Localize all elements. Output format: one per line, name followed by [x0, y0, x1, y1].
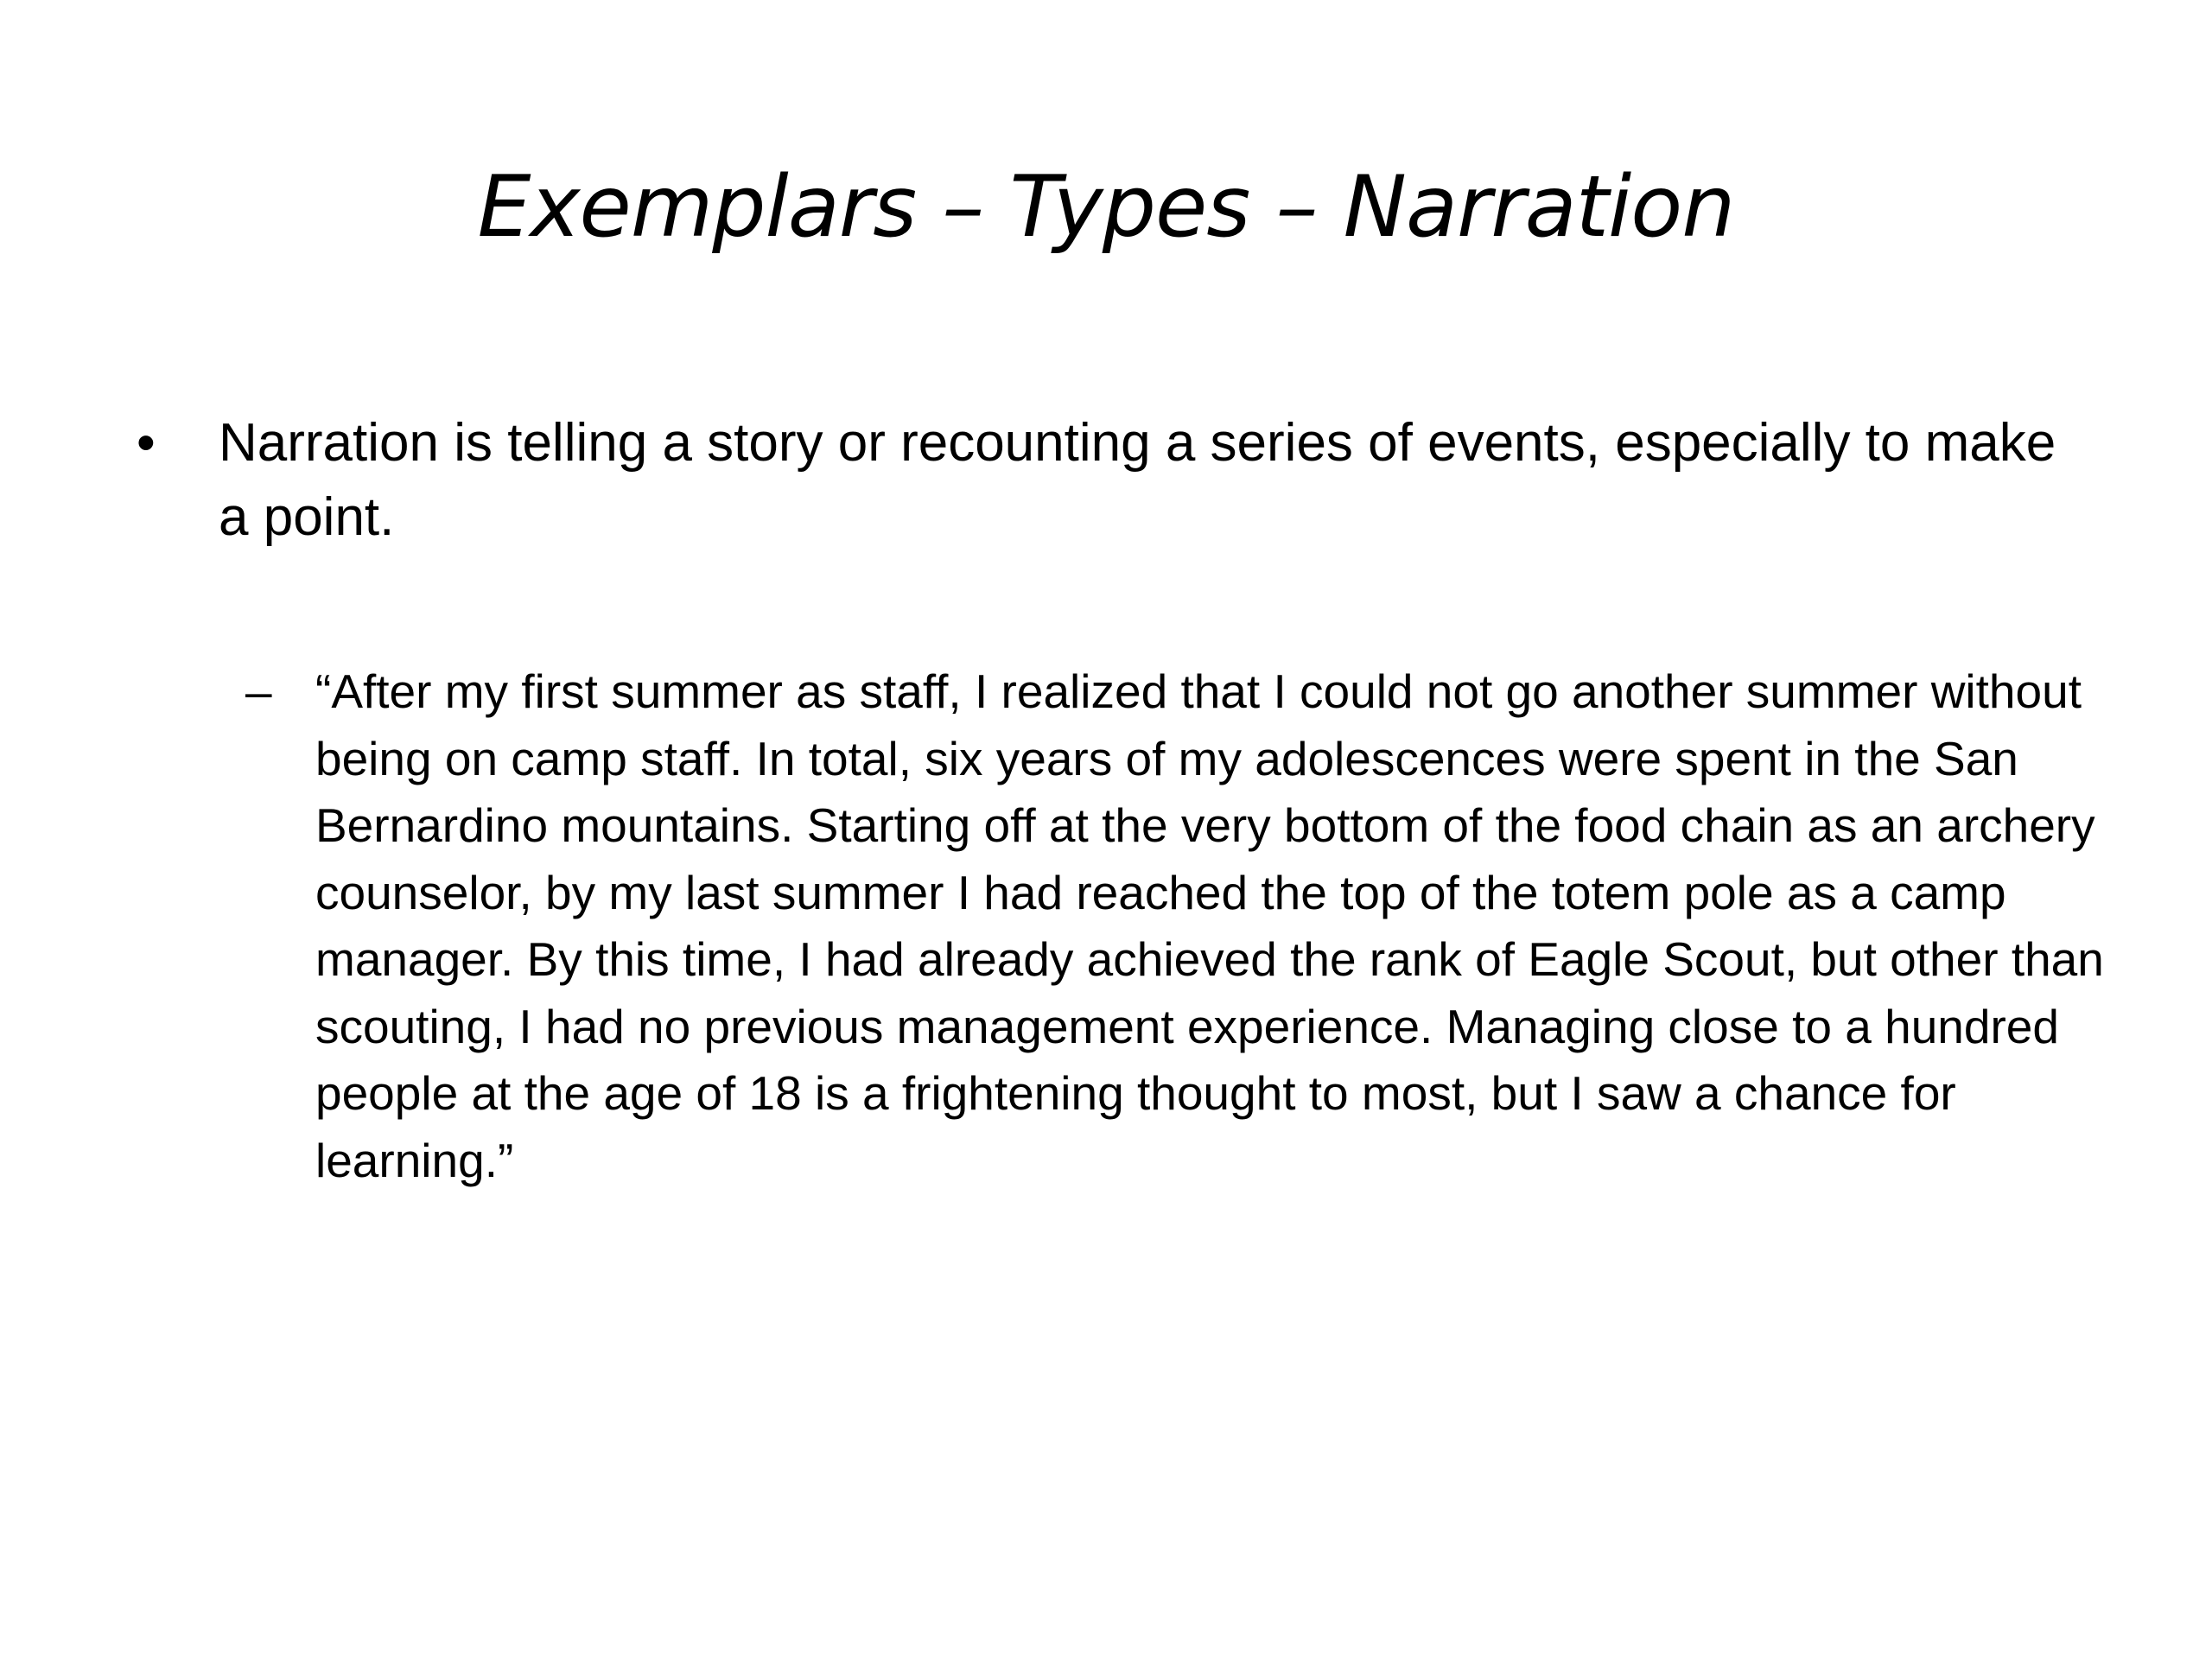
- bullet-list: [130, 406, 2100, 555]
- bullet-dot-icon: •: [137, 413, 156, 473]
- dash-icon: –: [245, 664, 272, 718]
- sub-bullet-list: [242, 658, 2108, 1194]
- narration-quote: “After my first summer as staff, I realized that I could not go another summer without being on camp staff. In total, six years of my adolescences were spent in the San Bernardino mountains. Starting off at the very bottom of the food chain as an archery counselor, by my last summer I had reached the top of the totem pole as a camp manager. By this time, I had already achieved the rank of Eagle Scout, but other than scouting, I had no previous management experience. Managing close to a hundred people at the age of 18 is a frightening thought to most, but I saw a chance for learning.”: [315, 664, 2104, 1187]
- sub-bullet-item: [242, 658, 2108, 1194]
- bullet-text: Narration is telling a story or recounting a series of events, especially to make a point.: [219, 413, 2056, 547]
- slide-title: Exemplars – Types – Narration: [477, 158, 1735, 257]
- bullet-item: [130, 406, 2100, 555]
